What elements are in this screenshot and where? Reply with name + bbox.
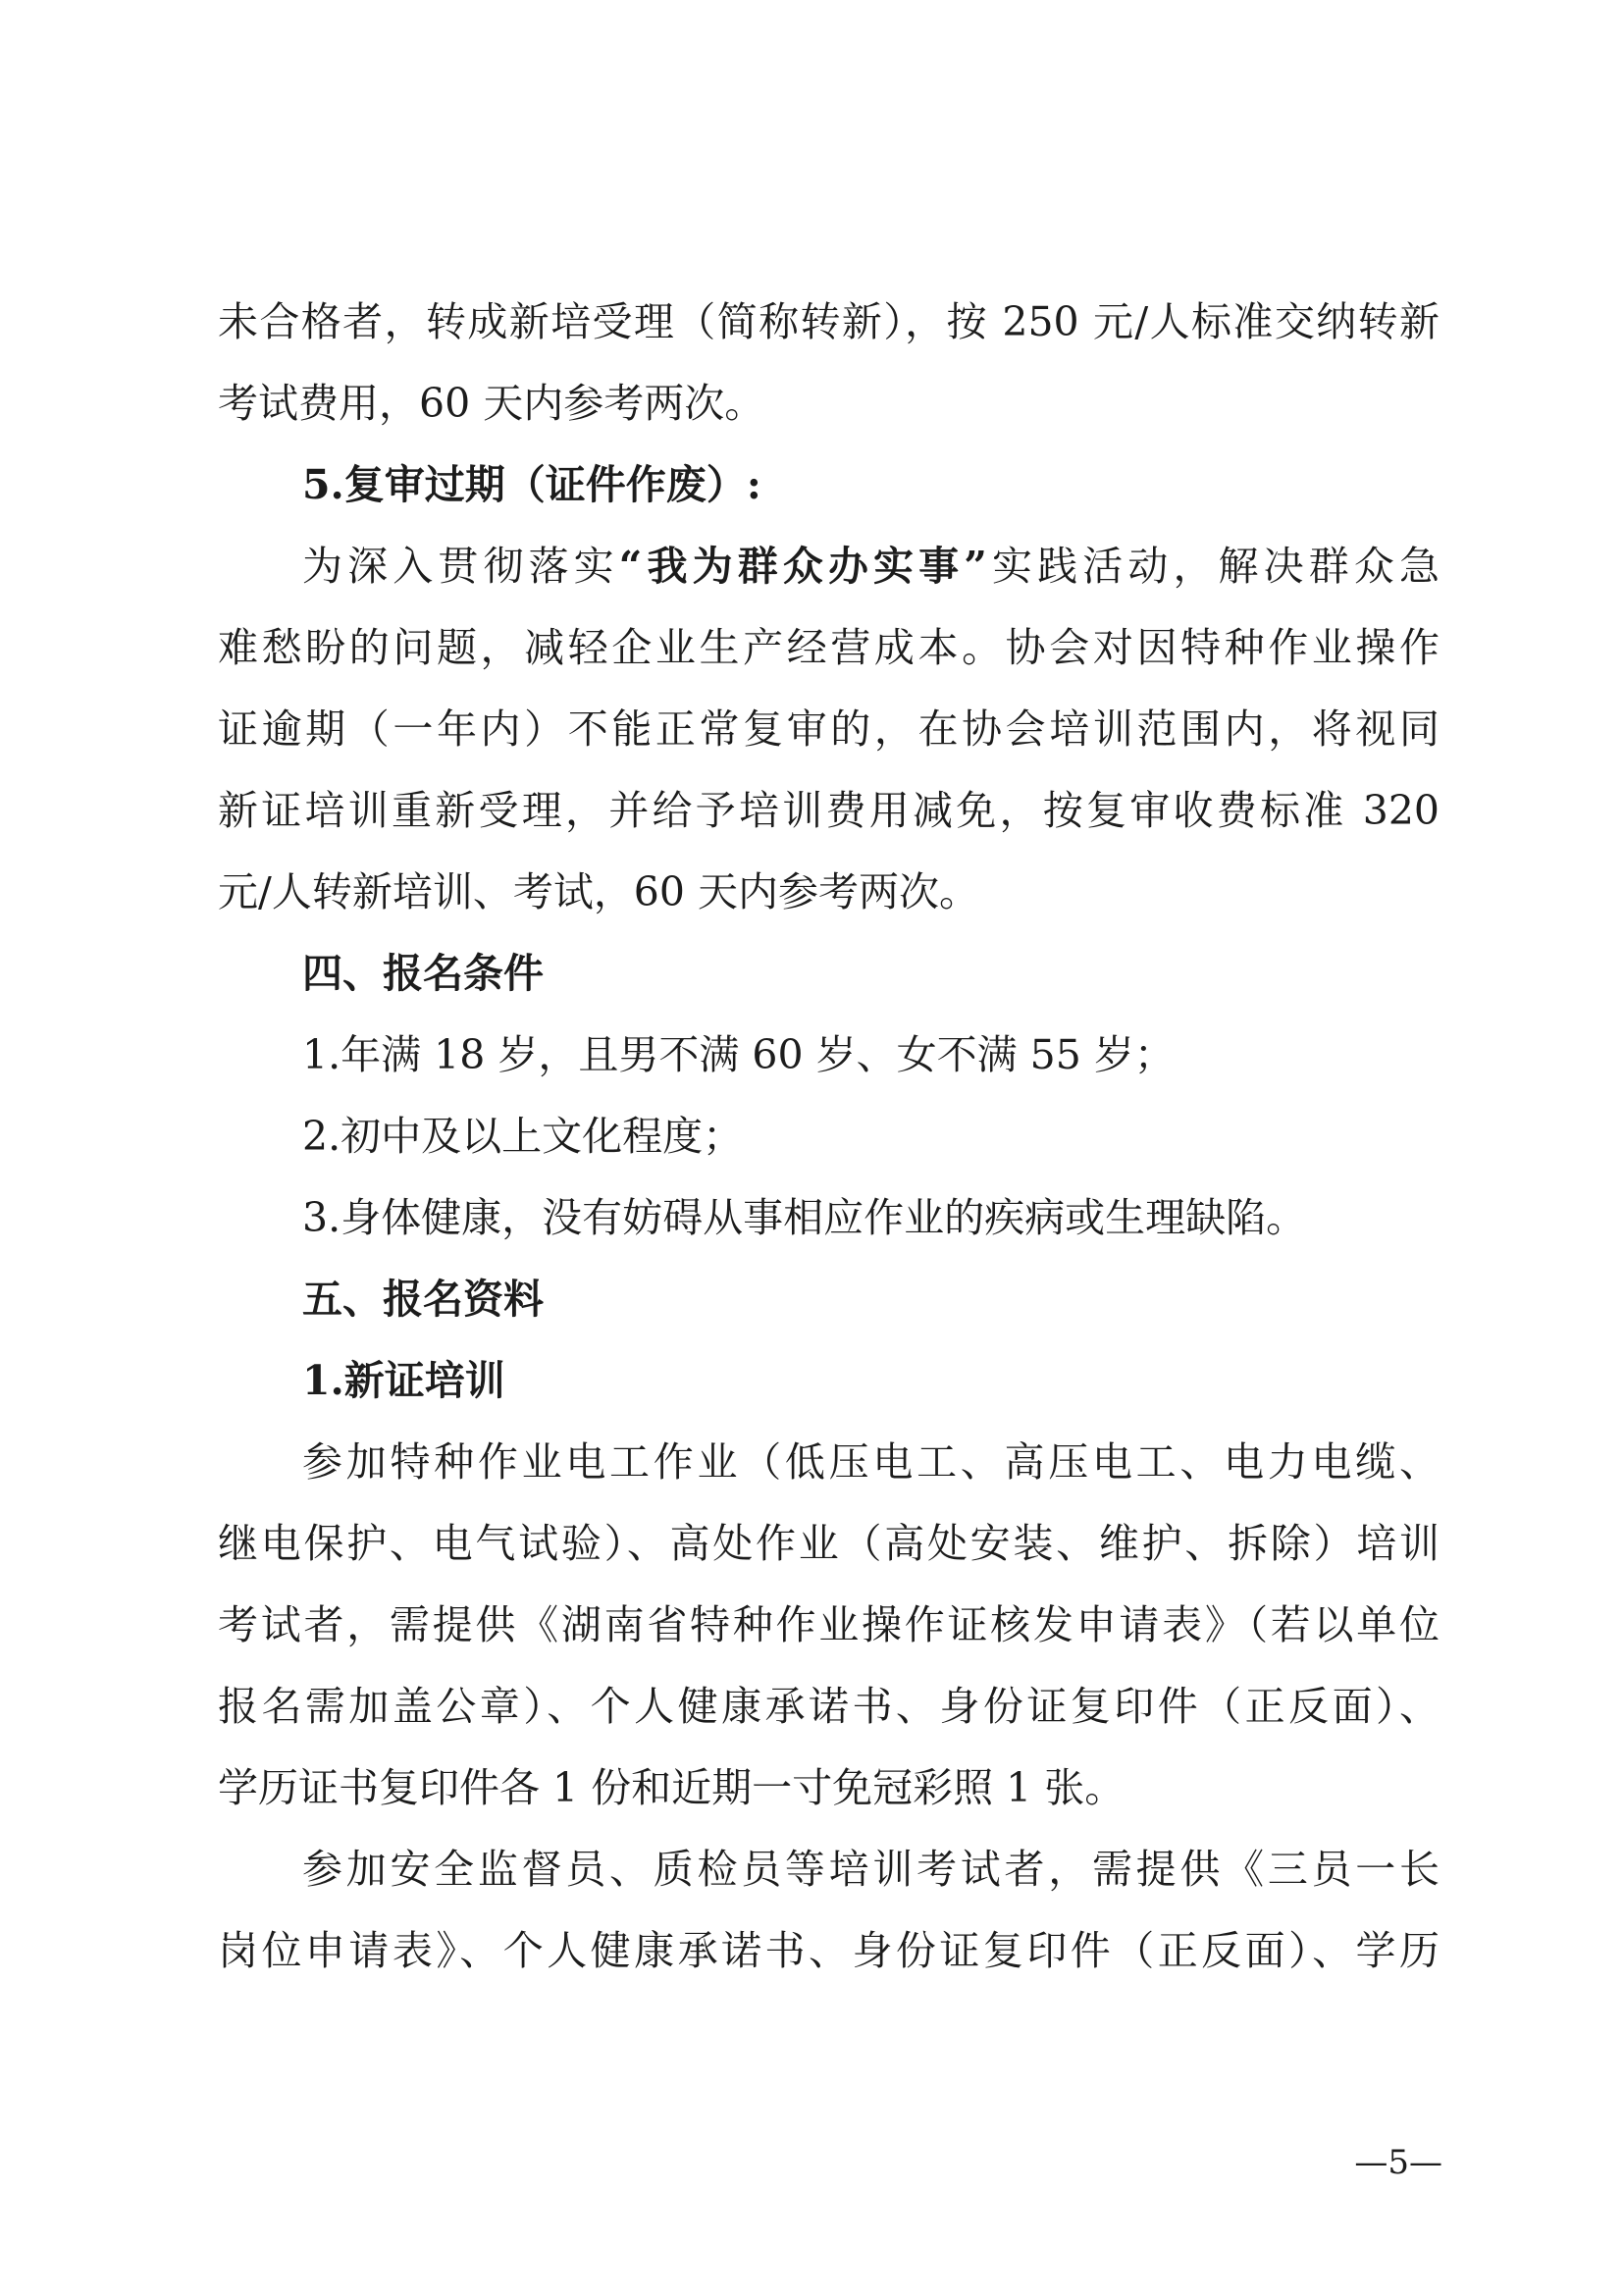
body-text-line: 继电保护、电气试验）、高处作业（高处安装、维护、拆除）培训 xyxy=(218,1520,1440,1567)
body-text-line: 参加安全监督员、质检员等培训考试者，需提供《三员一长 xyxy=(302,1846,1440,1893)
subsection-heading: 1.新证培训 xyxy=(302,1357,505,1404)
body-text-line: 岗位申请表》、个人健康承诺书、身份证复印件（正反面）、学历 xyxy=(218,1927,1440,1974)
list-item: 1.年满 18 岁，且男不满 60 岁、女不满 55 岁； xyxy=(302,1031,1175,1078)
body-text-line: 考试费用，60 天内参考两次。 xyxy=(218,380,765,427)
page-number: —5— xyxy=(1354,2143,1442,2182)
emphasized-slogan: “我为群众办实事” xyxy=(618,543,987,590)
section-heading: 四、报名条件 xyxy=(302,950,544,997)
body-text-segment: 为深入贯彻落实 xyxy=(302,543,619,590)
body-text-line: 未合格者，转成新培受理（简称转新），按 250 元/人标准交纳转新 xyxy=(218,298,1440,345)
subsection-heading: 5.复审过期（证件作废）: xyxy=(302,461,761,508)
body-text-line: 新证培训重新受理，并给予培训费用减免，按复审收费标准 320 xyxy=(218,787,1440,834)
list-item: 2.初中及以上文化程度； xyxy=(302,1113,744,1160)
body-text-line: 学历证书复印件各 1 份和近期一寸免冠彩照 1 张。 xyxy=(218,1764,1126,1811)
body-text-line: 报名需加盖公章）、个人健康承诺书、身份证复印件（正反面）、 xyxy=(218,1683,1440,1730)
body-text-line: 参加特种作业电工作业（低压电工、高压电工、电力电缆、 xyxy=(302,1438,1440,1486)
body-text-segment: 实践活动，解决群众急 xyxy=(986,543,1440,590)
section-heading: 五、报名资料 xyxy=(302,1276,544,1323)
list-item: 3.身体健康，没有妨碍从事相应作业的疾病或生理缺陷。 xyxy=(302,1194,1307,1241)
body-text-line: 考试者，需提供《湖南省特种作业操作证核发申请表》（若以单位 xyxy=(218,1601,1440,1648)
body-text-line xyxy=(302,539,1440,594)
body-text-line: 难愁盼的问题，减轻企业生产经营成本。协会对因特种作业操作 xyxy=(218,624,1440,671)
body-text-line: 元/人转新培训、考试，60 天内参考两次。 xyxy=(218,868,980,915)
body-text-line: 证逾期（一年内）不能正常复审的，在协会培训范围内，将视同 xyxy=(218,705,1440,753)
